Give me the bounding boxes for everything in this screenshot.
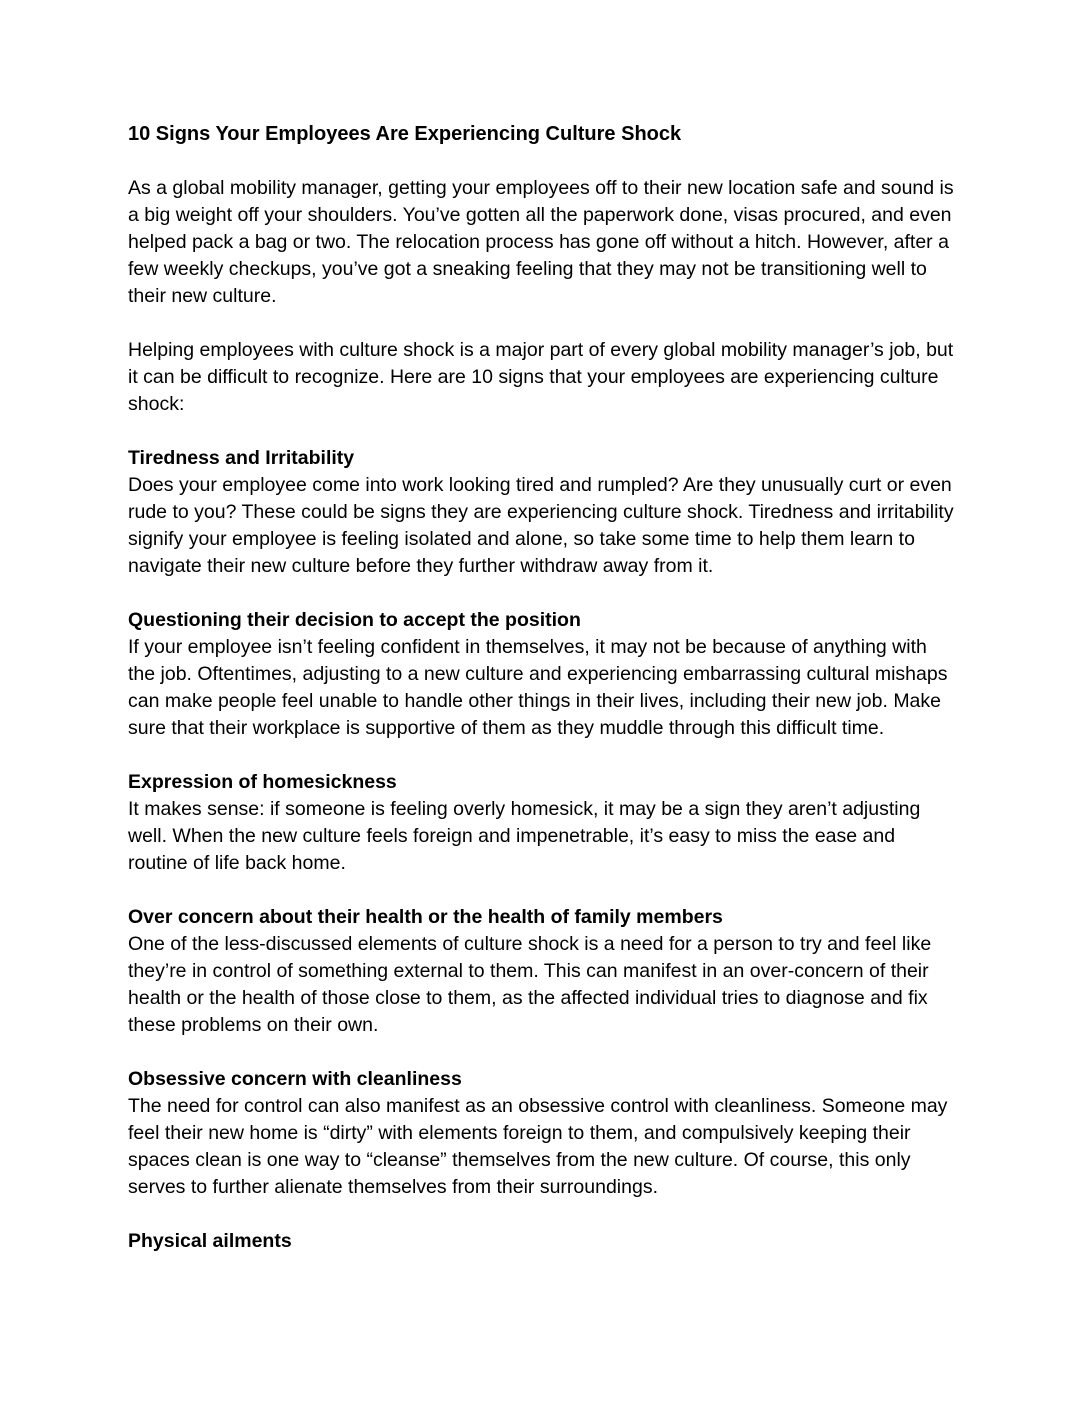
- section-heading: Physical ailments: [128, 1230, 292, 1252]
- section-expression-of-homesickness: [128, 769, 958, 877]
- section-heading: Tiredness and Irritability: [128, 447, 355, 469]
- section-body: Does your employee come into work looking tired and rumpled? Are they unusually curt or even rude to you? These could be signs they are experiencing culture shock. Tiredness and irritability signify your employee is feeling isolated and alone, so take some time to help them learn to navigate their new culture before they further withdraw away from it.: [128, 474, 954, 577]
- section-physical-ailments: [128, 1228, 958, 1255]
- intro-paragraph: As a global mobility manager, getting your employees off to their new location safe and sound is a big weight off your shoulders. You’ve gotten all the paperwork done, visas procured, and even helped pack a bag or two. The relocation process has gone off without a hitch. However, after a few weekly checkups, you’ve got a sneaking feeling that they may not be transitioning well to their new culture.: [128, 177, 954, 307]
- section-body: One of the less-discussed elements of culture shock is a need for a person to try and feel like they’re in control of something external to them. This can manifest in an over-concern of their health or the health of those close to them, as the affected individual tries to diagnose and fix these problems on their own.: [128, 933, 932, 1036]
- section-tiredness-and-irritability: [128, 445, 958, 580]
- document-title: 10 Signs Your Employees Are Experiencing Culture Shock: [128, 123, 682, 145]
- section-questioning-decision: [128, 607, 958, 742]
- section-heading: Expression of homesickness: [128, 771, 397, 793]
- intro-paragraph: Helping employees with culture shock is a major part of every global mobility manager’s job, but it can be difficult to recognize. Here are 10 signs that your employees are experiencing culture shock:: [128, 339, 954, 415]
- section-health-over-concern: [128, 904, 958, 1039]
- section-obsessive-cleanliness: [128, 1066, 958, 1201]
- section-heading: Obsessive concern with cleanliness: [128, 1068, 462, 1090]
- section-body: If your employee isn’t feeling confident in themselves, it may not be because of anything with the job. Oftentimes, adjusting to a new culture and experiencing embarrassing cultural mishaps can make people feel unable to handle other things in their lives, including their new job. Make sure that their workplace is supportive of them as they muddle through this difficult time.: [128, 636, 948, 739]
- section-heading: Over concern about their health or the health of family members: [128, 906, 723, 928]
- section-body: The need for control can also manifest as an obsessive control with cleanliness. Someone may feel their new home is “dirty” with elements foreign to them, and compulsively keeping their spaces clean is one way to “cleanse” themselves from the new culture. Of course, this only serves to further alienate themselves from their surroundings.: [128, 1095, 948, 1198]
- section-heading: Questioning their decision to accept the position: [128, 609, 581, 631]
- section-body: It makes sense: if someone is feeling overly homesick, it may be a sign they aren’t adjusting well. When the new culture feels foreign and impenetrable, it’s easy to miss the ease and routine of life back home.: [128, 798, 921, 874]
